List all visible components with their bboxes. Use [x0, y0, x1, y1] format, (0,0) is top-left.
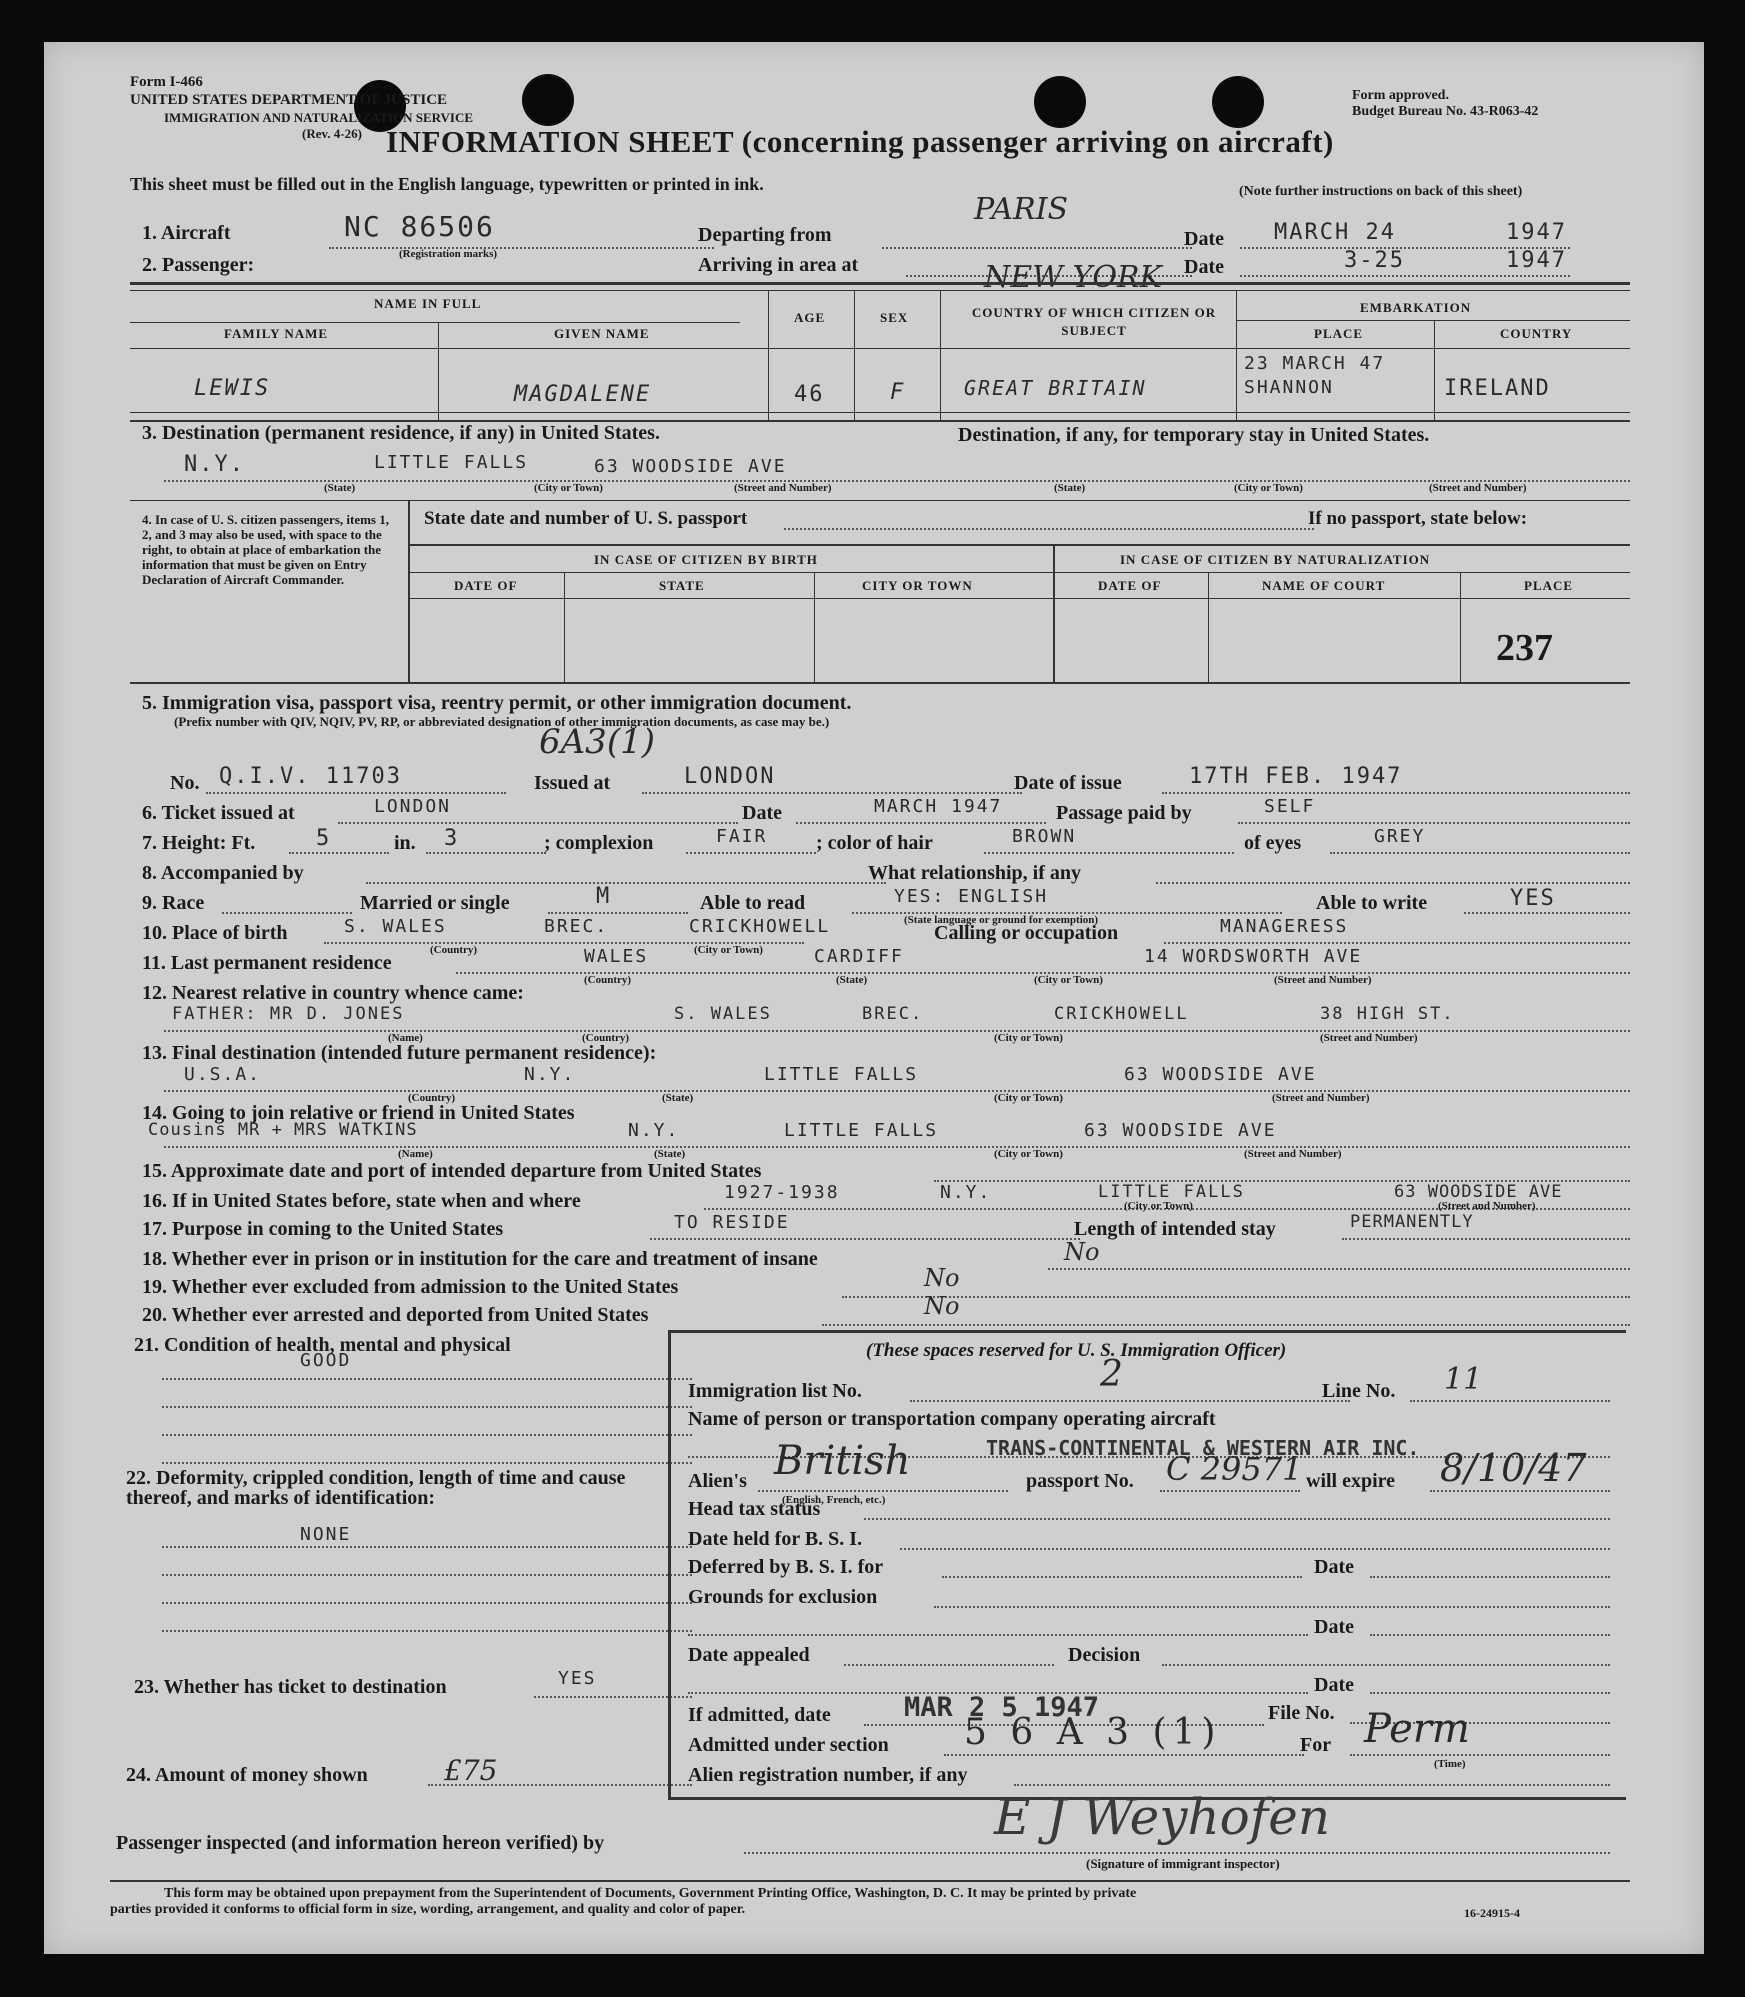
- label-file-no: File No.: [1268, 1702, 1335, 1724]
- ticket-issued-value: LONDON: [374, 796, 452, 817]
- label-prison: 18. Whether ever in prison or in institution for the care and treatment of insane: [142, 1248, 818, 1270]
- caption-country: (Country): [582, 1032, 630, 1044]
- inspector-signature: E J Weyhofen: [994, 1788, 1331, 1846]
- expire-value: 8/10/47: [1440, 1446, 1587, 1490]
- prison-value: No: [1064, 1238, 1100, 1266]
- label-nearest-relative: 12. Nearest relative in country whence came:: [142, 982, 524, 1004]
- date-of-issue-value: 17TH FEB. 1947: [1189, 764, 1403, 789]
- join-name-value: Cousins MR + MRS WATKINS: [148, 1120, 418, 1140]
- ticket-date-value: MARCH 1947: [874, 796, 1003, 817]
- label-imm-list: Immigration list No.: [688, 1380, 862, 1402]
- signature-caption: (Signature of immigrant inspector): [1086, 1856, 1280, 1871]
- reg-marks-caption: (Registration marks): [399, 248, 498, 260]
- dest-street-value: 63 WOODSIDE AVE: [594, 456, 787, 477]
- revision: (Rev. 4-26): [302, 126, 362, 141]
- instruction: This sheet must be filled out in the English language, typewritten or printed in ink.: [130, 174, 764, 194]
- given-name-value: MAGDALENE: [514, 382, 652, 407]
- label-married: Married or single: [360, 892, 510, 914]
- purpose-value: TO RESIDE: [674, 1212, 790, 1233]
- relative-state-value: BREC.: [862, 1004, 924, 1024]
- time-caption: (Time): [1434, 1758, 1466, 1770]
- relative-street-value: 38 HIGH ST.: [1320, 1004, 1455, 1024]
- visa-no-value: Q.I.V. 11703: [219, 764, 402, 789]
- passage-paid-value: SELF: [1264, 796, 1316, 817]
- admitted-section-value: 5 6 A 3 (1): [964, 1712, 1222, 1753]
- caption-city: (City or Town): [1124, 1200, 1193, 1212]
- form-number: Form I-466: [130, 74, 203, 90]
- caption-state: (State): [662, 1092, 694, 1104]
- form-approved: Form approved.: [1352, 88, 1449, 103]
- aliens-caption: (English, French, etc.): [782, 1494, 886, 1506]
- label-head-tax: Head tax status: [688, 1498, 821, 1520]
- label-money: 24. Amount of money shown: [126, 1764, 368, 1786]
- occupation-value: MANAGERESS: [1220, 916, 1349, 937]
- caption-city: (City or Town): [1034, 974, 1103, 986]
- label-hair: ; color of hair: [816, 832, 933, 854]
- final-city-value: LITTLE FALLS: [764, 1064, 919, 1085]
- label-deferred: Deferred by B. S. I. for: [688, 1556, 884, 1578]
- officer-header: (These spaces reserved for U. S. Immigration Officer): [866, 1340, 1287, 1361]
- label-admitted-section: Admitted under section: [688, 1734, 889, 1756]
- label-passport-no: passport No.: [1026, 1470, 1134, 1492]
- department: UNITED STATES DEPARTMENT OF JUSTICE: [130, 92, 448, 108]
- label-deformity: 22. Deformity, crippled condition, length of time and cause thereof, and marks of identification:: [126, 1467, 626, 1509]
- label-grounds: Grounds for exclusion: [688, 1586, 878, 1608]
- caption-state: (State): [836, 974, 868, 986]
- label-ticket-destination: 23. Whether has ticket to destination: [134, 1676, 447, 1698]
- embark-country-value: IRELAND: [1444, 376, 1551, 401]
- departing-value: PARIS: [974, 192, 1069, 227]
- label-departure: 15. Approximate date and port of intended departure from United States: [142, 1160, 762, 1182]
- label-occupation: Calling or occupation: [934, 922, 1119, 944]
- header-country-citizen: COUNTRY OF WHICH CITIZEN OR SUBJECT: [971, 305, 1217, 338]
- place-number: 237: [1496, 627, 1553, 669]
- join-city-value: LITTLE FALLS: [784, 1120, 939, 1141]
- label-passenger: 2. Passenger:: [142, 254, 255, 276]
- final-country-value: U.S.A.: [184, 1064, 262, 1085]
- header-age: AGE: [794, 310, 826, 325]
- label-inspected: Passenger inspected (and information hereon verified) by: [116, 1832, 605, 1854]
- last-country-value: WALES: [584, 946, 649, 967]
- depart-year-value: 1947: [1506, 220, 1567, 245]
- caption-city: (City or Town): [994, 1092, 1063, 1104]
- caption-street: (Street and Number): [1429, 482, 1527, 494]
- label-for: For: [1300, 1734, 1332, 1756]
- final-street-value: 63 WOODSIDE AVE: [1124, 1064, 1317, 1085]
- last-city-value: CARDIFF: [814, 946, 904, 967]
- arriving-value: NEW YORK: [984, 260, 1162, 295]
- label-aliens: Alien's: [688, 1470, 747, 1492]
- deformity-value: NONE: [300, 1524, 352, 1545]
- label-destination: 3. Destination (permanent residence, if any) in United States.: [142, 422, 660, 444]
- label-date-held: Date held for B. S. I.: [688, 1528, 863, 1550]
- line-no-value: 11: [1444, 1362, 1483, 1397]
- admitted-stamp: MAR 2 5 1947: [904, 1692, 1100, 1723]
- caption-country: (Country): [584, 974, 632, 986]
- read-value: YES: ENGLISH: [894, 886, 1049, 907]
- label-before: 16. If in United States before, state when and where: [142, 1190, 581, 1212]
- caption-street: (Street and Number): [1320, 1032, 1418, 1044]
- label-ticket-date: Date: [742, 802, 782, 824]
- before-when-value: 1927-1938: [724, 1182, 840, 1203]
- label-line-no: Line No.: [1322, 1380, 1396, 1402]
- header-state: STATE: [659, 578, 705, 593]
- passport-type-value: British: [774, 1438, 911, 1484]
- age-value: 46: [794, 382, 825, 407]
- label-able-read: Able to read: [700, 892, 806, 914]
- height-in-value: 3: [444, 826, 460, 851]
- header-family-name: FAMILY NAME: [224, 326, 329, 341]
- deported-value: No: [924, 1292, 960, 1320]
- label-length-stay: Length of intended stay: [1074, 1218, 1276, 1240]
- header-city: CITY OR TOWN: [862, 578, 973, 593]
- label-visa: 5. Immigration visa, passport visa, reentry permit, or other immigration document.: [142, 692, 852, 714]
- label-alien-reg: Alien registration number, if any: [688, 1764, 968, 1786]
- label-join-relative: 14. Going to join relative or friend in United States: [142, 1102, 575, 1124]
- operator-stamp: TRANS-CONTINENTAL & WESTERN AIR INC.: [986, 1436, 1420, 1460]
- join-street-value: 63 WOODSIDE AVE: [1084, 1120, 1277, 1141]
- before-street-value: 63 WOODSIDE AVE: [1394, 1182, 1563, 1202]
- issued-at-value: LONDON: [684, 764, 776, 789]
- ticket-dest-value: YES: [558, 1668, 597, 1689]
- caption-street: (Street and Number): [1272, 1092, 1370, 1104]
- caption-street: (Street and Number): [734, 482, 832, 494]
- birth-city-value: BREC.: [544, 916, 609, 937]
- caption-state: (State): [1054, 482, 1086, 494]
- label-complexion: ; complexion: [544, 832, 654, 854]
- label-appeal-date: Date: [1314, 1674, 1354, 1696]
- money-value: £75: [444, 1754, 498, 1787]
- dest-state-value: N.Y.: [184, 452, 245, 477]
- label-date-of-issue: Date of issue: [1014, 772, 1122, 794]
- before-city-value: LITTLE FALLS: [1098, 1182, 1245, 1202]
- header-date-of: DATE OF: [454, 578, 518, 593]
- birth-town-value: CRICKHOWELL: [689, 916, 831, 937]
- height-ft-value: 5: [316, 826, 332, 851]
- label-operator: Name of person or transportation company operating aircraft: [688, 1408, 1216, 1430]
- punch-hole: [1212, 76, 1264, 128]
- label-admitted-date: If admitted, date: [688, 1704, 831, 1726]
- eyes-value: GREY: [1374, 826, 1426, 847]
- label-eyes: of eyes: [1244, 832, 1302, 854]
- caption-state: (State): [324, 482, 356, 494]
- budget-bureau: Budget Bureau No. 43-R063-42: [1352, 104, 1539, 119]
- caption-city: (City or Town): [694, 944, 763, 956]
- caption-state: (State): [654, 1148, 686, 1160]
- caption-street: (Street and Number): [1244, 1148, 1342, 1160]
- label-final-destination: 13. Final destination (intended future permanent residence):: [142, 1042, 657, 1064]
- hair-value: BROWN: [1012, 826, 1077, 847]
- caption-country: (Country): [430, 944, 478, 956]
- relative-city-value: CRICKHOWELL: [1054, 1004, 1189, 1024]
- citizen-value: GREAT BRITAIN: [964, 376, 1147, 400]
- married-value: M: [596, 884, 612, 909]
- label-height: 7. Height: Ft.: [142, 832, 256, 854]
- dest-city-value: LITTLE FALLS: [374, 452, 529, 473]
- visa-note: (Prefix number with QIV, NQIV, PV, RP, or abbreviated designation of other immigration documents, as case may be.): [174, 714, 830, 729]
- birth-country-value: S. WALES: [344, 916, 447, 937]
- caption-name: (Name): [388, 1032, 423, 1044]
- read-caption: (State language or ground for exemption): [904, 914, 1099, 926]
- punch-hole: [522, 74, 574, 126]
- health-value: GOOD: [300, 1350, 352, 1371]
- aircraft-value: NC 86506: [344, 210, 495, 243]
- join-state-value: N.Y.: [628, 1120, 680, 1141]
- length-value: PERMANENTLY: [1350, 1212, 1474, 1232]
- label-deported: 20. Whether ever arrested and deported from United States: [142, 1304, 649, 1326]
- label-purpose: 17. Purpose in coming to the United States: [142, 1218, 504, 1240]
- label-passage-paid: Passage paid by: [1056, 802, 1192, 824]
- header-place: PLACE: [1314, 326, 1364, 341]
- label-issued-at: Issued at: [534, 772, 611, 794]
- label-in: in.: [394, 832, 416, 854]
- caption-street: (Street and Number): [1438, 1200, 1536, 1212]
- caption-country: (Country): [408, 1092, 456, 1104]
- label-ticket: 6. Ticket issued at: [142, 802, 295, 824]
- caption-city: (City or Town): [994, 1032, 1063, 1044]
- label-grounds-date: Date: [1314, 1616, 1354, 1638]
- label-temp-destination: Destination, if any, for temporary stay in United States.: [958, 424, 1430, 446]
- embark-place-value: 23 MARCH 47 SHANNON: [1244, 353, 1386, 398]
- punch-hole: [1034, 76, 1086, 128]
- header-date-of: DATE OF: [1098, 578, 1162, 593]
- excluded-value: No: [924, 1264, 960, 1292]
- label-health: 21. Condition of health, mental and physical: [134, 1334, 511, 1356]
- label-decision: Decision: [1068, 1644, 1141, 1666]
- sex-value: F: [890, 380, 906, 405]
- header-court: NAME OF COURT: [1262, 578, 1386, 593]
- label-able-write: Able to write: [1316, 892, 1428, 914]
- label-will-expire: will expire: [1306, 1470, 1396, 1492]
- arrive-date-value: 3-25: [1344, 248, 1405, 273]
- complexion-value: FAIR: [716, 826, 768, 847]
- header-country: COUNTRY: [1500, 326, 1573, 341]
- header-birth-case: IN CASE OF CITIZEN BY BIRTH: [594, 552, 818, 567]
- header-place: PLACE: [1524, 578, 1574, 593]
- imm-list-value: 2: [1100, 1354, 1123, 1395]
- label-no-passport: If no passport, state below:: [1308, 508, 1528, 529]
- relative-country-value: S. WALES: [674, 1004, 772, 1024]
- label-excluded: 19. Whether ever excluded from admission to the United States: [142, 1276, 679, 1298]
- label-last-residence: 11. Last permanent residence: [142, 952, 392, 974]
- write-value: YES: [1510, 886, 1556, 911]
- relative-value: FATHER: MR D. JONES: [172, 1004, 405, 1024]
- header-embarkation: EMBARKATION: [1360, 300, 1472, 315]
- page-title: INFORMATION SHEET (concerning passenger arriving on aircraft): [386, 124, 1334, 159]
- footer-code: 16-24915-4: [1464, 1906, 1520, 1920]
- header-given-name: GIVEN NAME: [554, 326, 650, 341]
- visa-section-value: 6A3(1): [539, 722, 655, 762]
- note-us-citizen: 4. In case of U. S. citizen passengers, items 1, 2, and 3 may also be used, with space to the right, to obtain at place of embarkation the information that must be given on Entry Declaration of Aircraft Commander.: [142, 512, 389, 587]
- caption-city: (City or Town): [1234, 482, 1303, 494]
- label-race: 9. Race: [142, 892, 205, 914]
- footer-line-2: parties provided it conforms to official form in size, wording, arrangement, and quality and color of paper.: [110, 1902, 746, 1917]
- label-passport-question: State date and number of U. S. passport: [424, 508, 748, 529]
- final-state-value: N.Y.: [524, 1064, 576, 1085]
- before-state-value: N.Y.: [940, 1182, 992, 1203]
- caption-city: (City or Town): [534, 482, 603, 494]
- footer-line-1: This form may be obtained upon prepayment from the Superintendent of Documents, Government Printing Office, Washington, D. C. It may be printed by private: [164, 1886, 1137, 1901]
- family-name-value: LEWIS: [194, 376, 271, 401]
- service: IMMIGRATION AND NATURALIZATION SERVICE: [164, 110, 474, 125]
- caption-street: (Street and Number): [1274, 974, 1372, 986]
- label-accompanied: 8. Accompanied by: [142, 862, 304, 884]
- label-date: Date: [1184, 256, 1224, 278]
- header-naturalization-case: IN CASE OF CITIZEN BY NATURALIZATION: [1120, 552, 1431, 567]
- label-date-appealed: Date appealed: [688, 1644, 810, 1666]
- label-relationship: What relationship, if any: [868, 862, 1081, 884]
- label-departing: Departing from: [698, 224, 832, 246]
- information-sheet: [44, 42, 1704, 1954]
- passport-no-value: C 29571: [1166, 1450, 1303, 1488]
- label-no: No.: [170, 772, 200, 794]
- label-deferred-date: Date: [1314, 1556, 1354, 1578]
- last-street-value: 14 WORDSWORTH AVE: [1144, 946, 1363, 967]
- caption-name: (Name): [398, 1148, 433, 1160]
- instruction-note: (Note further instructions on back of this sheet): [1239, 184, 1523, 199]
- depart-date-value: MARCH 24: [1274, 220, 1396, 245]
- header-name-in-full: NAME IN FULL: [374, 296, 482, 311]
- caption-city: (City or Town): [994, 1148, 1063, 1160]
- label-aircraft: 1. Aircraft: [142, 222, 231, 244]
- label-date: Date: [1184, 228, 1224, 250]
- header-sex: SEX: [880, 310, 909, 325]
- arrive-year-value: 1947: [1506, 248, 1567, 273]
- for-value: Perm: [1364, 1706, 1470, 1752]
- label-birthplace: 10. Place of birth: [142, 922, 288, 944]
- label-arriving: Arriving in area at: [698, 254, 859, 276]
